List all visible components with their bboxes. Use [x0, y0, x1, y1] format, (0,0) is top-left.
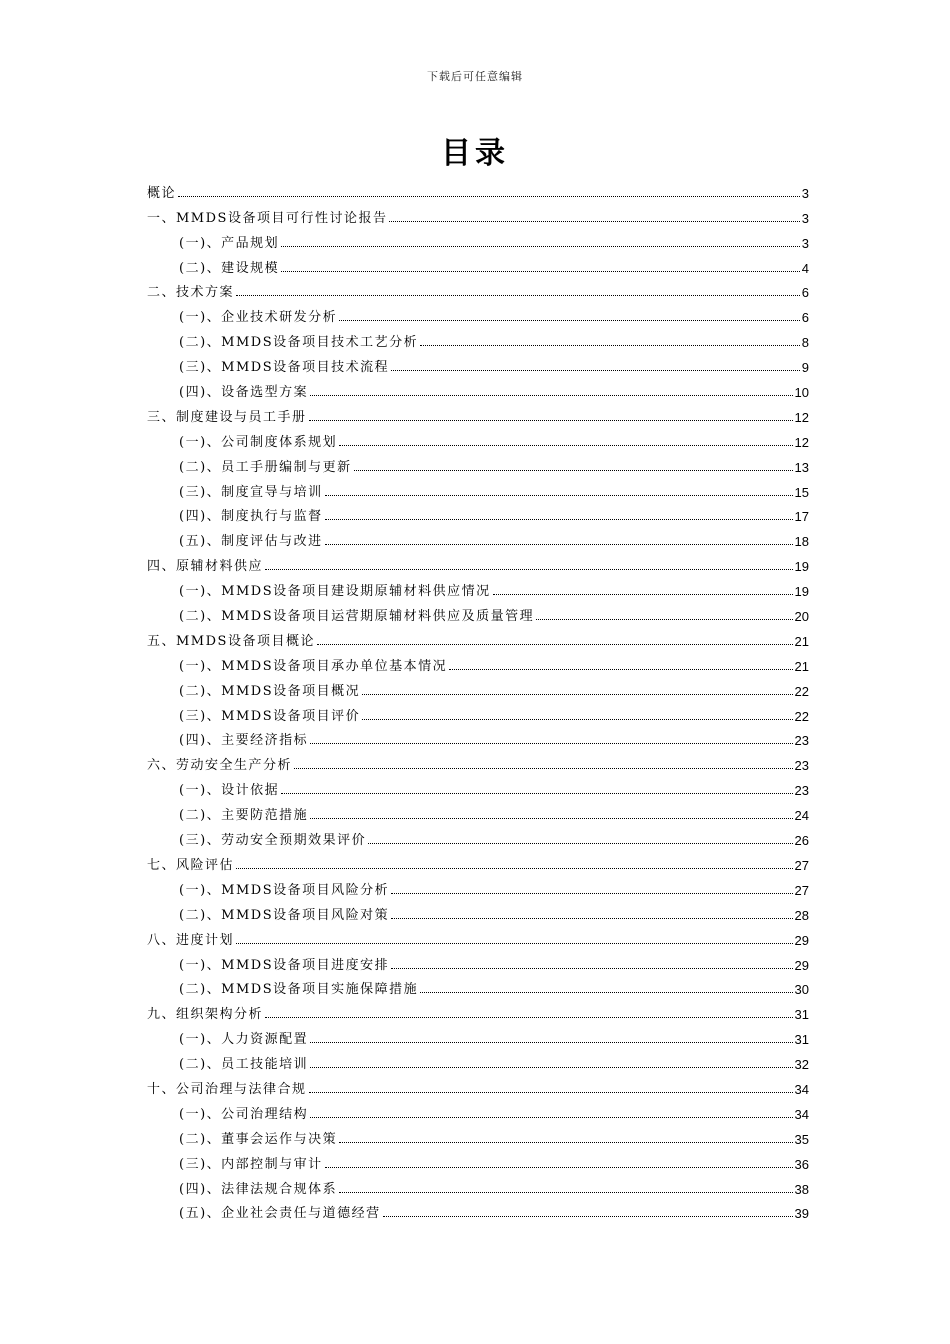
toc-dot-leader — [310, 395, 792, 396]
toc-entry-label: (一)、公司制度体系规划 — [179, 434, 338, 450]
toc-entry-label: 一、MMDS设备项目可行性讨论报告 — [147, 210, 388, 226]
toc-dot-leader — [325, 1167, 793, 1168]
toc-entry-page: 31 — [794, 1032, 809, 1048]
toc-entry[interactable] — [147, 574, 809, 599]
toc-entry-page: 32 — [794, 1057, 809, 1073]
toc-entry[interactable] — [147, 524, 809, 549]
toc-entry[interactable] — [147, 1197, 809, 1222]
toc-entry-label: (四)、制度执行与监督 — [179, 509, 323, 525]
toc-dot-leader — [236, 295, 800, 296]
toc-entry-page: 30 — [794, 982, 809, 998]
toc-entry-page: 8 — [801, 335, 809, 351]
toc-entry-page: 34 — [794, 1081, 809, 1097]
toc-dot-leader — [536, 619, 792, 620]
toc-entry-label: 二、技术方案 — [147, 285, 235, 301]
toc-entry[interactable] — [147, 1122, 809, 1147]
toc-entry-label: (一)、人力资源配置 — [179, 1032, 309, 1048]
toc-entry-label: (二)、主要防范措施 — [179, 808, 309, 824]
toc-entry-page: 21 — [794, 658, 809, 674]
toc-dot-leader — [294, 768, 793, 769]
toc-entry-label: (一)、MMDS设备项目建设期原辅材料供应情况 — [179, 584, 491, 600]
toc-entry[interactable] — [147, 226, 809, 251]
toc-entry-page: 27 — [794, 857, 809, 873]
table-of-contents — [147, 176, 809, 1221]
toc-entry-label: 十、公司治理与法律合规 — [147, 1081, 307, 1097]
toc-dot-leader — [325, 519, 793, 520]
toc-entry-page: 38 — [794, 1181, 809, 1197]
toc-entry-page: 18 — [794, 534, 809, 550]
toc-dot-leader — [449, 669, 792, 670]
toc-dot-leader — [391, 968, 792, 969]
toc-entry-page: 39 — [794, 1206, 809, 1222]
toc-entry-label: 五、MMDS设备项目概论 — [147, 633, 315, 649]
toc-entry-page: 6 — [801, 285, 809, 301]
toc-dot-leader — [236, 868, 793, 869]
toc-entry-label: (三)、内部控制与审计 — [179, 1156, 323, 1172]
toc-entry[interactable] — [147, 674, 809, 699]
toc-entry-label: (二)、董事会运作与决策 — [179, 1131, 338, 1147]
toc-entry-page: 9 — [801, 360, 809, 376]
toc-entry-label: 八、进度计划 — [147, 932, 235, 948]
toc-entry[interactable] — [147, 649, 809, 674]
toc-entry[interactable] — [147, 475, 809, 500]
toc-entry[interactable] — [147, 748, 809, 773]
toc-entry[interactable] — [147, 549, 809, 574]
toc-entry-label: (二)、员工技能培训 — [179, 1057, 309, 1073]
toc-entry-label: (二)、MMDS设备项目技术工艺分析 — [179, 335, 419, 351]
toc-entry[interactable] — [147, 823, 809, 848]
toc-entry[interactable] — [147, 350, 809, 375]
toc-entry-label: 九、组织架构分析 — [147, 1007, 264, 1023]
toc-entry[interactable] — [147, 1047, 809, 1072]
toc-entry-page: 19 — [794, 584, 809, 600]
toc-dot-leader — [339, 1142, 792, 1143]
toc-dot-leader — [178, 196, 800, 197]
toc-entry[interactable] — [147, 176, 809, 201]
toc-entry-page: 29 — [794, 957, 809, 973]
toc-entry-label: (三)、制度宣导与培训 — [179, 484, 323, 500]
toc-dot-leader — [265, 1017, 793, 1018]
toc-entry[interactable] — [147, 425, 809, 450]
toc-entry-label: (一)、MMDS设备项目进度安排 — [179, 957, 390, 973]
toc-entry[interactable] — [147, 1147, 809, 1172]
toc-entry[interactable] — [147, 873, 809, 898]
toc-dot-leader — [339, 445, 792, 446]
toc-dot-leader — [354, 470, 793, 471]
toc-entry-page: 19 — [794, 559, 809, 575]
toc-entry-page: 12 — [794, 434, 809, 450]
toc-entry-page: 34 — [794, 1106, 809, 1122]
toc-entry[interactable] — [147, 400, 809, 425]
toc-entry[interactable] — [147, 973, 809, 998]
page-header-note: 下载后可任意编辑 — [427, 70, 523, 83]
toc-dot-leader — [310, 1117, 792, 1118]
toc-entry[interactable] — [147, 1097, 809, 1122]
toc-entry-page: 17 — [794, 509, 809, 525]
toc-entry[interactable] — [147, 300, 809, 325]
toc-dot-leader — [310, 1067, 792, 1068]
toc-entry[interactable] — [147, 773, 809, 798]
toc-entry-label: (一)、公司治理结构 — [179, 1106, 309, 1122]
toc-title: 目录 — [441, 136, 509, 171]
toc-dot-leader — [309, 1092, 793, 1093]
toc-entry-page: 4 — [801, 260, 809, 276]
toc-entry-label: (一)、MMDS设备项目承办单位基本情况 — [179, 658, 448, 674]
toc-entry-label: (二)、MMDS设备项目概况 — [179, 683, 361, 699]
toc-entry-label: (五)、企业社会责任与道德经营 — [179, 1206, 381, 1222]
toc-entry[interactable] — [147, 276, 809, 301]
toc-entry[interactable] — [147, 201, 809, 226]
toc-entry-label: (四)、法律法规合规体系 — [179, 1181, 338, 1197]
toc-entry-label: (三)、MMDS设备项目评价 — [179, 708, 361, 724]
toc-entry[interactable] — [147, 948, 809, 973]
toc-dot-leader — [420, 345, 800, 346]
toc-dot-leader — [339, 320, 800, 321]
toc-entry-page: 26 — [794, 833, 809, 849]
toc-entry-label: 四、原辅材料供应 — [147, 559, 264, 575]
toc-entry[interactable] — [147, 997, 809, 1022]
toc-dot-leader — [391, 893, 792, 894]
toc-entry-label: (一)、企业技术研发分析 — [179, 310, 338, 326]
toc-entry-label: 七、风险评估 — [147, 857, 235, 873]
toc-dot-leader — [310, 743, 792, 744]
toc-dot-leader — [281, 271, 800, 272]
toc-dot-leader — [383, 1216, 793, 1217]
toc-entry-page: 13 — [794, 459, 809, 475]
toc-entry[interactable] — [147, 251, 809, 276]
toc-entry-label: (五)、制度评估与改进 — [179, 534, 323, 550]
toc-entry[interactable] — [147, 1072, 809, 1097]
toc-entry-page: 27 — [794, 882, 809, 898]
toc-dot-leader — [265, 569, 793, 570]
toc-entry-label: (三)、劳动安全预期效果评价 — [179, 833, 367, 849]
toc-entry-label: (二)、建设规模 — [179, 260, 280, 276]
toc-entry-page: 29 — [794, 932, 809, 948]
toc-dot-leader — [420, 992, 792, 993]
toc-entry-page: 35 — [794, 1131, 809, 1147]
toc-entry-page: 3 — [801, 235, 809, 251]
toc-entry-page: 21 — [794, 633, 809, 649]
toc-entry-label: (一)、MMDS设备项目风险分析 — [179, 882, 390, 898]
toc-entry-page: 22 — [794, 708, 809, 724]
toc-dot-leader — [493, 594, 793, 595]
toc-entry-page: 6 — [801, 310, 809, 326]
toc-entry[interactable] — [147, 1172, 809, 1197]
toc-dot-leader — [317, 644, 793, 645]
toc-entry-page: 20 — [794, 609, 809, 625]
toc-dot-leader — [236, 943, 793, 944]
toc-entry[interactable] — [147, 898, 809, 923]
toc-entry[interactable] — [147, 450, 809, 475]
toc-entry-label: (二)、MMDS设备项目实施保障措施 — [179, 982, 419, 998]
toc-entry[interactable] — [147, 699, 809, 724]
toc-entry-label: (四)、主要经济指标 — [179, 733, 309, 749]
toc-dot-leader — [325, 544, 793, 545]
toc-entry-label: (三)、MMDS设备项目技术流程 — [179, 360, 390, 376]
toc-dot-leader — [391, 370, 800, 371]
toc-entry[interactable] — [147, 599, 809, 624]
toc-entry-page: 23 — [794, 758, 809, 774]
toc-entry-label: 概论 — [147, 185, 177, 201]
toc-dot-leader — [281, 246, 800, 247]
toc-entry-label: 三、制度建设与员工手册 — [147, 409, 307, 425]
toc-entry[interactable] — [147, 375, 809, 400]
toc-entry-page: 15 — [794, 484, 809, 500]
toc-entry-page: 23 — [794, 783, 809, 799]
toc-entry-page: 22 — [794, 683, 809, 699]
toc-entry[interactable] — [147, 325, 809, 350]
toc-entry-page: 12 — [794, 409, 809, 425]
toc-entry-label: (二)、员工手册编制与更新 — [179, 459, 352, 475]
toc-dot-leader — [389, 221, 799, 222]
toc-entry-page: 36 — [794, 1156, 809, 1172]
toc-dot-leader — [309, 420, 793, 421]
toc-entry[interactable] — [147, 923, 809, 948]
toc-dot-leader — [391, 918, 792, 919]
toc-entry-page: 31 — [794, 1007, 809, 1023]
toc-dot-leader — [362, 694, 792, 695]
toc-dot-leader — [362, 719, 792, 720]
toc-dot-leader — [339, 1192, 792, 1193]
toc-entry-label: (一)、产品规划 — [179, 235, 280, 251]
toc-dot-leader — [281, 793, 792, 794]
toc-dot-leader — [368, 843, 792, 844]
toc-dot-leader — [325, 495, 793, 496]
toc-entry-label: (二)、MMDS设备项目风险对策 — [179, 907, 390, 923]
toc-entry-page: 28 — [794, 907, 809, 923]
toc-entry-page: 3 — [801, 185, 809, 201]
toc-entry-page: 24 — [794, 808, 809, 824]
toc-entry-page: 23 — [794, 733, 809, 749]
toc-entry-page: 3 — [801, 210, 809, 226]
toc-entry[interactable] — [147, 724, 809, 749]
toc-entry-label: (四)、设备选型方案 — [179, 385, 309, 401]
toc-entry-label: (二)、MMDS设备项目运营期原辅材料供应及质量管理 — [179, 609, 535, 625]
toc-entry[interactable] — [147, 798, 809, 823]
toc-entry[interactable] — [147, 624, 809, 649]
toc-entry[interactable] — [147, 1022, 809, 1047]
toc-dot-leader — [310, 818, 792, 819]
toc-entry[interactable] — [147, 500, 809, 525]
toc-entry[interactable] — [147, 848, 809, 873]
toc-entry-label: (一)、设计依据 — [179, 783, 280, 799]
toc-entry-label: 六、劳动安全生产分析 — [147, 758, 293, 774]
toc-dot-leader — [310, 1042, 792, 1043]
toc-entry-page: 10 — [794, 385, 809, 401]
